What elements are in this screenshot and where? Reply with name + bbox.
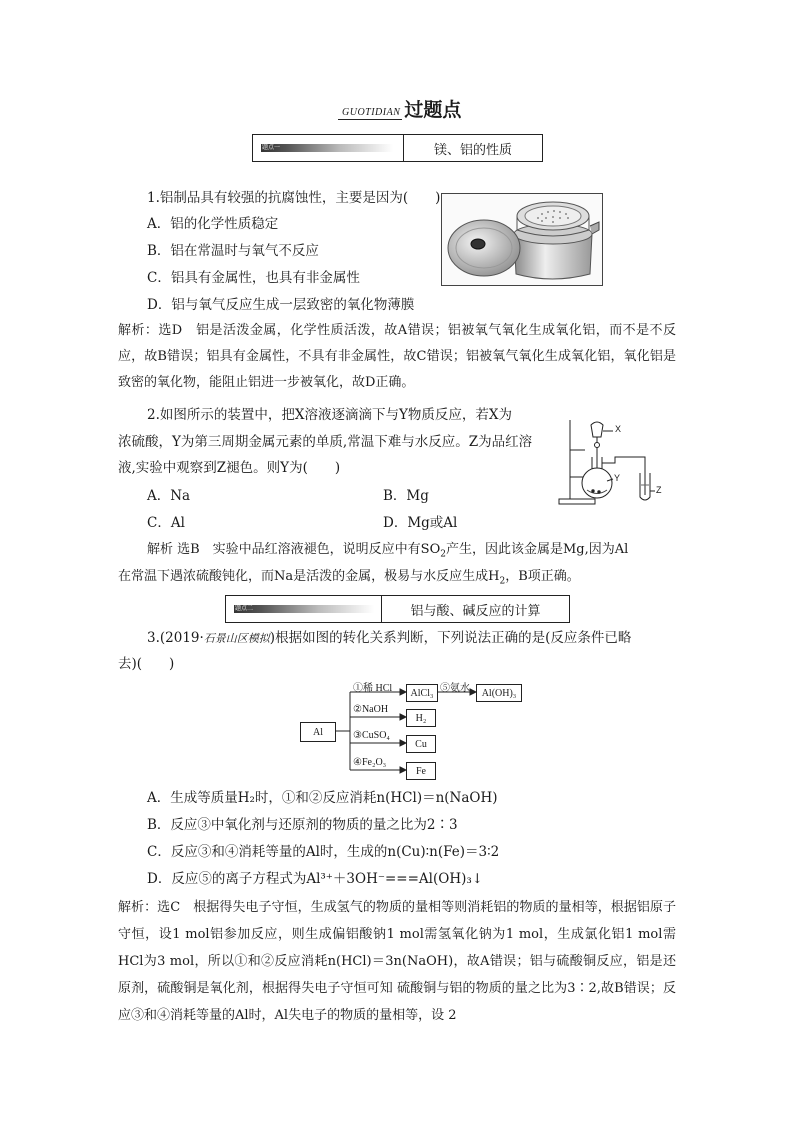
q3-stem-line1 bbox=[147, 628, 631, 649]
q3-option-d: D．反应⑤的离子方程式为Al³⁺＋3OH⁻===Al(OH)₃↓ bbox=[147, 871, 484, 887]
flow-node-al: Al bbox=[300, 722, 336, 742]
q2-analysis-text-2b: ，B项正确。 bbox=[505, 569, 580, 584]
section-1-tag: 题点一 bbox=[262, 144, 281, 151]
q3-stem-text-b: )根据如图的转化关系判断，下列说法正确的是(反应条件已略 bbox=[269, 630, 632, 646]
flow-node-cu: Cu bbox=[406, 735, 436, 753]
q1-option-b: B．铝在常温时与氧气不反应 bbox=[147, 243, 319, 259]
q1-option-d: D．铝与氧气反应生成一层致密的氧化物薄膜 bbox=[147, 297, 415, 313]
q2-analysis-text-1b: 产生，因此该金属是Mg,因为Al bbox=[445, 542, 629, 557]
header-pinyin: GUOTIDIAN bbox=[338, 107, 402, 120]
q3-option-b: B．反应③中氧化剂与还原剂的物质的量之比为2∶3 bbox=[147, 817, 458, 833]
q2-stem-line1: 2.如图所示的装置中，把X溶液逐滴滴下与Y物质反应，若X为 bbox=[147, 407, 513, 423]
q3-option-a: A．生成等质量H₂时，①和②反应消耗n(HCl)＝n(NaOH) bbox=[147, 790, 498, 806]
apparatus-label-y: Y bbox=[614, 473, 621, 483]
section-2-header bbox=[225, 595, 570, 623]
q2-option-b: B．Mg bbox=[383, 488, 429, 504]
q1-stem: 1.铝制品具有较强的抗腐蚀性，主要是因为( ) bbox=[147, 190, 441, 206]
flow-reagent-3: ③CuSO₄ bbox=[353, 730, 390, 741]
apparatus-diagram bbox=[555, 415, 665, 507]
q3-analysis: 解析：选C 根据得失电子守恒，生成氢气的物质的量相等则消耗铝的物质的量相等，根据铝原子守恒，设1 mol铝参加反应，则生成偏铝酸钠1 mol需氢氧化钠为1 mol，生成氯化铝1 mol需HCl为3 mol，所以①和②反应消耗n(HCl)＝3n(NaOH)，故A错误；铝与硫酸铜反应，铝是还原剂，硫酸铜是氧化剂，根据得失电子守恒可知 硫酸铜与铝的物质的量之比为3∶2,故B错误；反应③和④消耗等量的Al时，Al失电子的物质的量相等，设 2 bbox=[118, 900, 676, 1023]
q1-option-a: A．铝的化学性质稳定 bbox=[147, 216, 279, 232]
flow-node-h2: H₂ bbox=[406, 709, 436, 727]
q2-analysis-line2 bbox=[118, 567, 580, 587]
q2-analysis-text-1a: 解析 选B 实验中品红溶液褪色，说明反应中有SO bbox=[147, 542, 441, 557]
q3-stem-line2: 去)( ) bbox=[118, 656, 175, 672]
flow-reagent-1: ①稀 HCl bbox=[353, 683, 393, 694]
q2-analysis-sub-2: 2 bbox=[499, 576, 506, 587]
q3-option-c: C．反应③和④消耗等量的Al时，生成的n(Cu)∶n(Fe)＝3∶2 bbox=[147, 844, 500, 860]
section-1-header bbox=[252, 134, 543, 162]
flow-reagent-5: ⑤氨水 bbox=[440, 683, 470, 694]
flow-node-fe: Fe bbox=[406, 762, 436, 780]
section-2-title: 铝与酸、碱反应的计算 bbox=[410, 603, 541, 619]
q1-analysis: 解析：选D 铝是活泼金属，化学性质活泼，故A错误；铝被氧气氧化生成氧化铝，而不是不反应，故B错误；铝具有金属性，不具有非金属性，故C错误；铝被氧气氧化生成氧化铝，氧化铝是致密的氧化物，能阻止铝进一步被氧化，故D正确。 bbox=[118, 323, 676, 390]
q2-analysis-line1 bbox=[147, 540, 628, 560]
q2-option-d: D．Mg或Al bbox=[383, 515, 458, 531]
q2-analysis-sub-1: 2 bbox=[440, 549, 446, 560]
flow-node-aloh3: Al(OH)₃ bbox=[476, 684, 522, 702]
aluminum-steamer-pot-image bbox=[441, 193, 603, 286]
q2-analysis-text-2a: 在常温下遇浓硫酸钝化，而Na是活泼的金属，极易与水反应生成H bbox=[118, 569, 500, 584]
apparatus-label-x: X bbox=[615, 424, 622, 434]
q2-stem-line2: 浓硫酸，Y为第三周期金属元素的单质,常温下难与水反应。Z为品红溶 bbox=[118, 434, 533, 450]
section-1-title: 镁、铝的性质 bbox=[433, 142, 512, 158]
q2-option-c: C．Al bbox=[147, 515, 185, 531]
header-title: 过题点 bbox=[404, 99, 462, 121]
q1-option-c: C．铝具有金属性，也具有非金属性 bbox=[147, 270, 360, 286]
flow-reagent-2: ②NaOH bbox=[353, 704, 389, 715]
page-header bbox=[338, 100, 461, 120]
q2-option-a: A．Na bbox=[147, 488, 191, 504]
apparatus-label-z: Z bbox=[656, 485, 662, 495]
section-2-tag: 题点二 bbox=[235, 605, 254, 612]
flow-reagent-4: ④Fe₂O₃ bbox=[353, 757, 387, 768]
q3-stem-source: 石景山区模拟 bbox=[203, 632, 270, 645]
flow-node-alcl3: AlCl₃ bbox=[406, 684, 438, 702]
q3-stem-text-a: 3.(2019· bbox=[147, 630, 204, 646]
q2-stem-line3: 液,实验中观察到Z褪色。则Y为( ) bbox=[118, 460, 341, 476]
conversion-flow-diagram bbox=[300, 680, 530, 780]
